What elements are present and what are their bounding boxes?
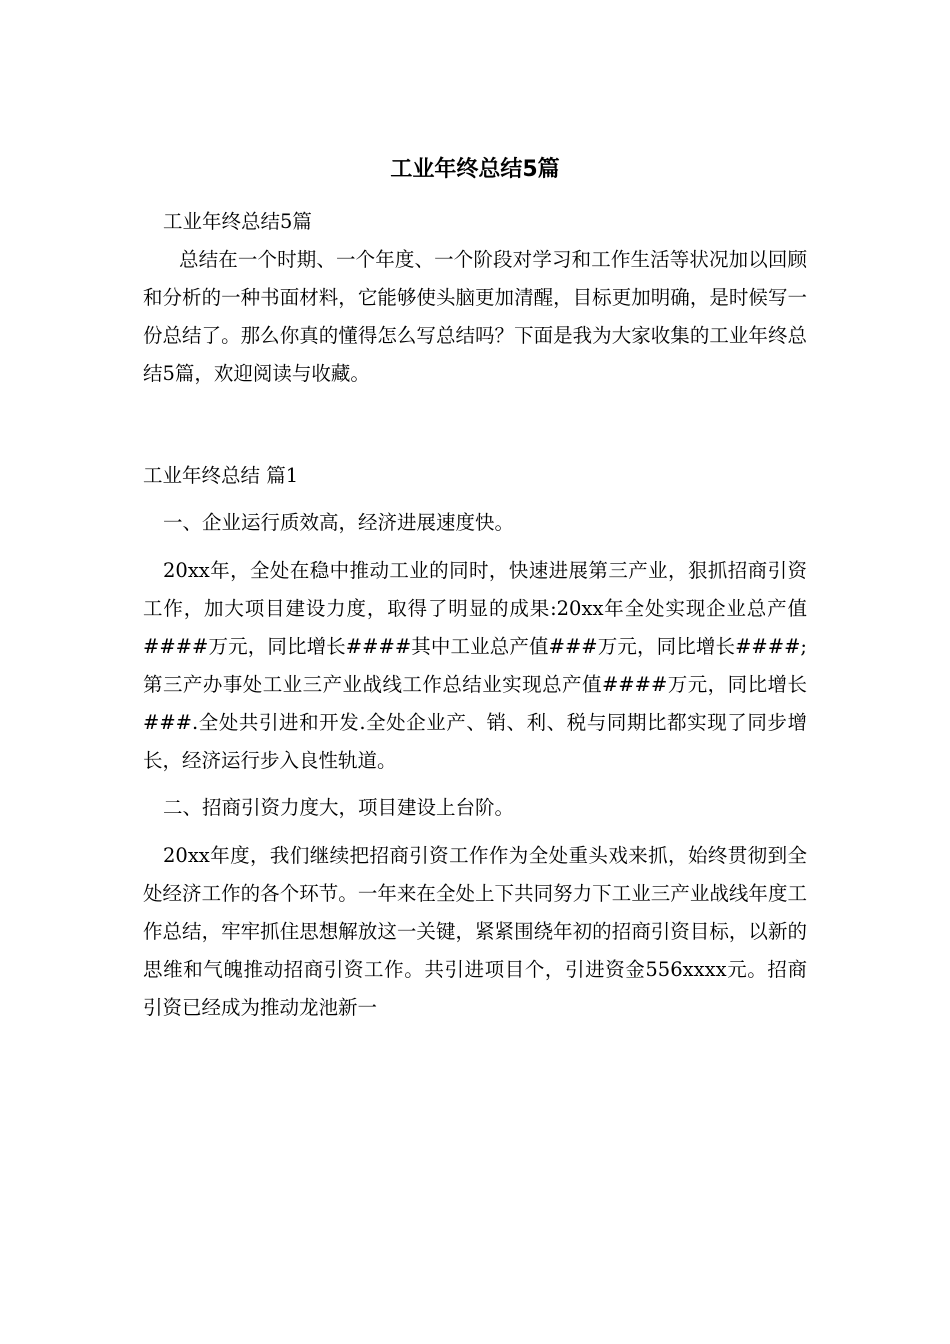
intro-paragraph: 总结在一个时期、一个年度、一个阶段对学习和工作生活等状况加以回顾和分析的一种书面材料，它能够使头脑更加清醒，目标更加明确，是时候写一份总结了。那么你真的懂得怎么写总结吗？下面是我为大家收集的工业年终总结5篇，欢迎阅读与收藏。 — [143, 248, 807, 385]
point-heading: 二、招商引资力度大，项目建设上台阶。 — [163, 796, 515, 819]
point-body: 20xx年，全处在稳中推动工业的同时，快速进展第三产业，狠抓招商引资工作，加大项目建设力度，取得了明显的成果:20xx年全处实现企业总产值####万元，同比增长####其中工业总产值###万元，同比增长####;第三产办事处工业三产业战线工作总结业实现总产值####万元，同比增长###.全处共引进和开发.全处企业产、销、利、税与同期比都实现了同步增长，经济运行步入良性轨道。 — [143, 559, 807, 772]
point-body: 20xx年度，我们继续把招商引资工作作为全处重头戏来抓，始终贯彻到全处经济工作的各个环节。一年来在全处上下共同努力下工业三产业战线年度工作总结，牢牢抓住思想解放这一关键，紧紧围绕年初的招商引资目标，以新的思维和气魄推动招商引资工作。共引进项目个，引进资金556xxxx元。招商引资已经成为推动龙池新一 — [143, 844, 807, 1019]
document-body — [143, 203, 807, 1027]
section-heading: 工业年终总结 篇1 — [143, 464, 299, 487]
point-heading: 一、企业运行质效高，经济进展速度快。 — [163, 511, 515, 534]
document-title: 工业年终总结5篇 — [390, 157, 560, 182]
document-subtitle: 工业年终总结5篇 — [163, 210, 312, 233]
section-spacer — [143, 393, 807, 457]
